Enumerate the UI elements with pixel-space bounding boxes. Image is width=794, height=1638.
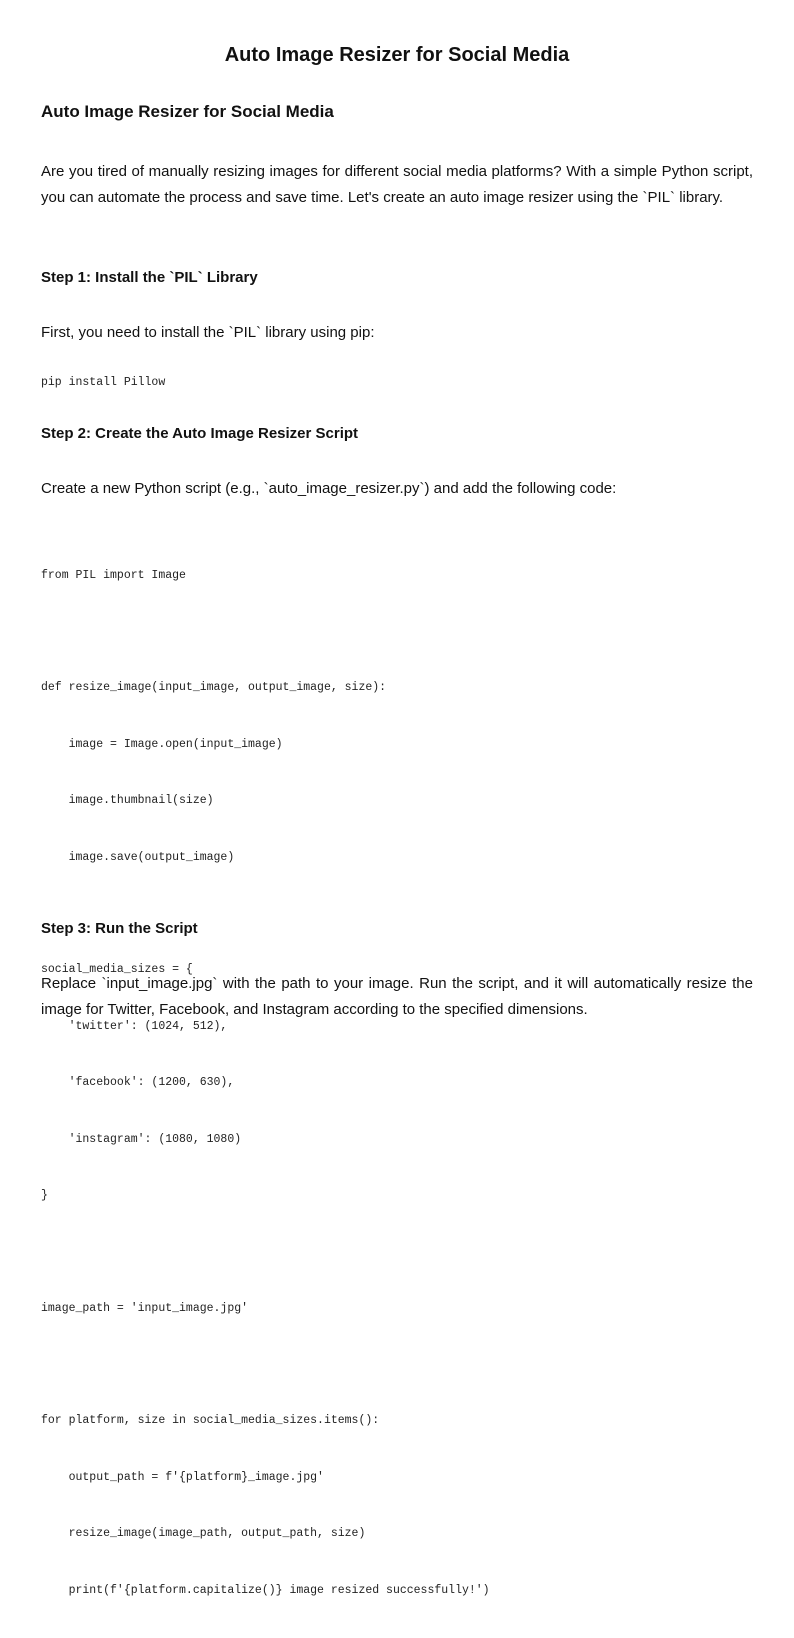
code-line: def resize_image(input_image, output_image, size): [41, 681, 387, 695]
code-line: from PIL import Image [41, 568, 186, 582]
code-line [41, 1243, 753, 1262]
code-line: 'instagram': (1080, 1080) [41, 1132, 242, 1146]
step2-heading: Step 2: Create the Auto Image Resizer Script [41, 425, 359, 442]
code-line: print(f'{platform.capitalize()} image resized successfully!') [41, 1583, 490, 1597]
code-line [41, 1356, 753, 1375]
step2-code-block [41, 529, 753, 1638]
code-line [41, 623, 753, 642]
code-line: image.save(output_image) [41, 850, 235, 864]
intro-paragraph: Are you tired of manually resizing images for different social media platforms? With a simple Python script, you can automate the process and save time. Let's create an auto image resizer using the `PIL` library. [41, 163, 753, 206]
document-title: Auto Image Resizer for Social Media [224, 44, 570, 66]
code-line: social_media_sizes = { [41, 963, 193, 977]
step1-paragraph: First, you need to install the `PIL` library using pip: [41, 324, 375, 341]
code-line: image_path = 'input_image.jpg' [41, 1301, 249, 1315]
code-line: resize_image(image_path, output_path, size) [41, 1527, 366, 1541]
step1-code-block: pip install Pillow [41, 376, 166, 389]
code-line: for platform, size in social_media_sizes.items(): [41, 1414, 380, 1428]
step1-heading: Step 1: Install the `PIL` Library [41, 269, 258, 286]
code-line: 'facebook': (1200, 630), [41, 1076, 235, 1090]
code-line: 'twitter': (1024, 512), [41, 1019, 228, 1033]
code-line: image.thumbnail(size) [41, 794, 214, 808]
code-line: output_path = f'{platform}_image.jpg' [41, 1470, 324, 1484]
code-line: image = Image.open(input_image) [41, 737, 283, 751]
step3-paragraph: Replace `input_image.jpg` with the path to your image. Run the script, and it will automatically resize the image for Twitter, Facebook, and Instagram according to the specified dimensions. [41, 975, 753, 1018]
section-heading: Auto Image Resizer for Social Media [41, 102, 334, 121]
code-line: } [41, 1188, 48, 1202]
step3-heading: Step 3: Run the Script [41, 920, 198, 937]
step2-paragraph: Create a new Python script (e.g., `auto_image_resizer.py`) and add the following code: [41, 480, 617, 497]
